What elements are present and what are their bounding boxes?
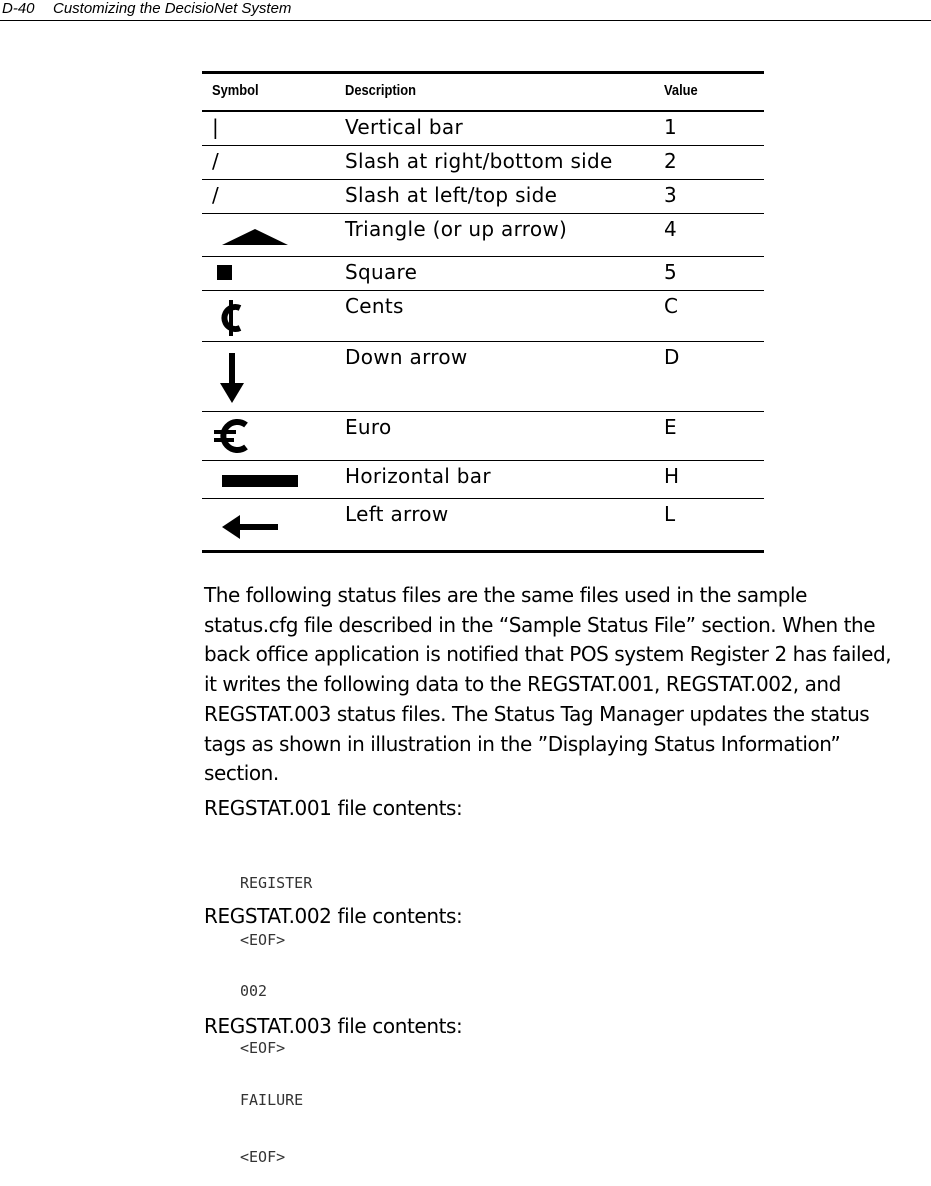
square-icon xyxy=(216,264,234,282)
symbol-slash: / xyxy=(212,183,219,207)
code-line: <EOF> xyxy=(240,1148,286,1166)
row-description: Slash at left/top side xyxy=(345,183,558,207)
paragraph-line: it writes the following data to the REGSTAT.001, REGSTAT.002, and xyxy=(204,672,841,697)
symbol-slash: / xyxy=(212,149,219,173)
header-value: Value xyxy=(664,82,698,99)
row-value: 2 xyxy=(664,149,678,173)
triangle-icon xyxy=(222,227,288,247)
header-symbol: Symbol xyxy=(212,82,259,99)
table-row xyxy=(202,214,764,257)
file-label: REGSTAT.001 file contents: xyxy=(204,796,463,820)
row-value: E xyxy=(664,415,677,439)
table-row xyxy=(202,499,764,553)
paragraph-line: REGSTAT.003 status files. The Status Tag Manager updates the status xyxy=(204,701,870,726)
horizontal-bar-icon xyxy=(222,474,298,488)
down-arrow-icon xyxy=(220,353,244,405)
row-value: 4 xyxy=(664,217,678,241)
row-description: Horizontal bar xyxy=(345,464,491,488)
paragraph-line: tags as shown in illustration in the ”Displaying Status Information” xyxy=(204,731,841,756)
table-top-rule xyxy=(202,71,764,74)
code-line: REGISTER xyxy=(240,874,313,892)
file-label: REGSTAT.002 file contents: xyxy=(204,904,463,928)
row-value: H xyxy=(664,464,680,488)
paragraph-line: back office application is notified that POS system Register 2 has failed, xyxy=(204,642,892,667)
row-value: 1 xyxy=(664,115,678,139)
cents-icon xyxy=(216,299,246,337)
table-row xyxy=(202,112,764,146)
row-description: Triangle (or up arrow) xyxy=(345,217,568,241)
body-paragraph xyxy=(204,581,931,789)
row-description: Cents xyxy=(345,294,404,318)
chapter-title: Customizing the DecisioNet System xyxy=(53,0,292,17)
table-row xyxy=(202,412,764,461)
row-description: Slash at right/bottom side xyxy=(345,149,613,173)
row-value: L xyxy=(664,502,676,526)
table-row xyxy=(202,146,764,180)
row-description: Vertical bar xyxy=(345,115,463,139)
running-header xyxy=(0,0,931,21)
table-row xyxy=(202,461,764,499)
header-description: Description xyxy=(345,82,416,99)
file-label: REGSTAT.003 file contents: xyxy=(204,1014,463,1038)
table-row xyxy=(202,180,764,214)
code-block xyxy=(240,1053,303,1186)
paragraph-line: status.cfg file described in the “Sample Status File” section. When the xyxy=(204,612,876,637)
table-row xyxy=(202,291,764,342)
euro-icon xyxy=(212,418,252,454)
row-value: 5 xyxy=(664,260,678,284)
row-description: Euro xyxy=(345,415,392,439)
row-value: 3 xyxy=(664,183,678,207)
symbol-vertical-bar: | xyxy=(212,115,219,139)
code-line: <EOF> xyxy=(240,1039,286,1057)
table-row xyxy=(202,342,764,412)
row-value: C xyxy=(664,294,679,318)
row-description: Left arrow xyxy=(345,502,449,526)
code-line: <EOF> xyxy=(240,931,286,949)
code-line: 002 xyxy=(240,982,268,1000)
row-value: D xyxy=(664,345,680,369)
row-description: Down arrow xyxy=(345,345,468,369)
table-row xyxy=(202,257,764,291)
paragraph-line: The following status files are the same files used in the sample xyxy=(204,583,807,607)
left-arrow-icon xyxy=(222,513,278,541)
row-description: Square xyxy=(345,260,418,284)
paragraph-line: section. xyxy=(204,761,279,786)
code-line: FAILURE xyxy=(240,1091,304,1109)
page-number: D-40 xyxy=(2,0,35,17)
